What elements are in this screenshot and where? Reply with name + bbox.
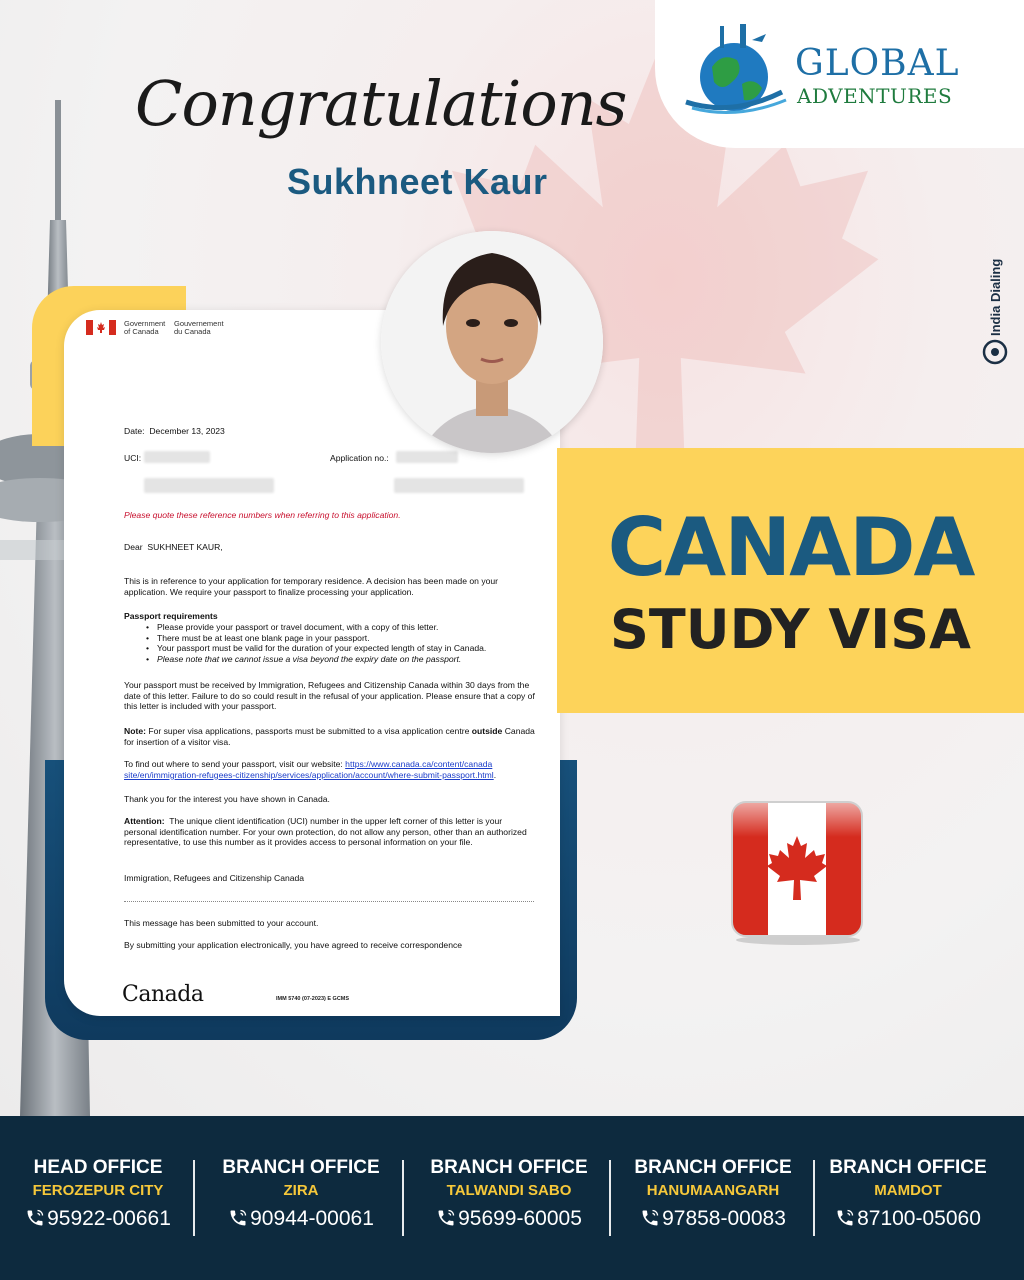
signature-line: Immigration, Refugees and Citizenship Canada bbox=[124, 873, 305, 883]
list-item: • Please provide your passport or travel document, with a copy of this letter. bbox=[124, 622, 544, 633]
reference-redacted-1 bbox=[144, 478, 274, 493]
divider bbox=[124, 901, 534, 902]
office-city: ZIRA bbox=[283, 1182, 319, 1199]
electronic-line: By submitting your application electronically, you have agreed to receive correspondence bbox=[124, 940, 463, 950]
visa-type: STUDY VISA bbox=[610, 598, 971, 661]
office-phone[interactable]: 95922-00661 bbox=[8, 1204, 188, 1234]
application-label: Application no.: bbox=[330, 453, 389, 463]
list-item: • Please note that we cannot issue a visa beyond the expiry date on the passport. bbox=[124, 654, 544, 665]
office-separator bbox=[813, 1160, 815, 1236]
phone-icon bbox=[228, 1208, 248, 1228]
office-branch-zira bbox=[206, 1156, 396, 1234]
visa-title-panel bbox=[557, 448, 1024, 713]
office-branch-hanumaangarh bbox=[618, 1156, 808, 1234]
reference-redacted-2 bbox=[394, 478, 524, 493]
globe-logo-icon bbox=[682, 22, 792, 117]
paragraph-reference: This is in reference to your application for temporary residence. A decision has been made on your application. We require your passport to finalize processing your application. bbox=[124, 576, 499, 597]
office-separator bbox=[402, 1160, 404, 1236]
phone-icon bbox=[436, 1208, 456, 1228]
student-photo bbox=[381, 231, 603, 453]
submitted-line: This message has been submitted to your account. bbox=[124, 918, 319, 928]
office-title: HEAD OFFICE bbox=[33, 1157, 163, 1178]
gov-name-french: Gouvernement du Canada bbox=[174, 319, 224, 336]
paragraph-deadline: Your passport must be received by Immigration, Refugees and Citizenship Canada within 30 days from the date of this letter. Failure to do so could result in the refusal of your application. Please ensure that a copy of this letter is included with your passport. bbox=[124, 680, 535, 712]
form-code: IMM 5740 (07-2023) E GCMS bbox=[276, 996, 350, 1002]
office-separator bbox=[609, 1160, 611, 1236]
gov-name-english: Government of Canada bbox=[124, 319, 166, 336]
office-title: BRANCH OFFICE bbox=[829, 1157, 987, 1178]
office-separator bbox=[193, 1160, 195, 1236]
phone-icon bbox=[835, 1208, 855, 1228]
website-paragraph: To find out where to send your passport, visit our website: https://www.canada.ca/content/canada site/en/immigration-refugees-citizenship/services/application/account/where-submit-passport.html. bbox=[124, 759, 497, 780]
footer-offices bbox=[0, 1116, 1024, 1280]
website-link[interactable]: https://www.canada.ca/content/canada site/en/immigration-refugees-citizenship/services/application/account/where-submit-passport.html bbox=[124, 759, 494, 780]
office-branch-talwandi bbox=[414, 1156, 604, 1234]
note-paragraph: Note: For super visa applications, passports must be submitted to a visa application centre outside Canada for insertion of a visitor visa. bbox=[124, 726, 535, 747]
office-title: BRANCH OFFICE bbox=[430, 1157, 588, 1178]
office-city: HANUMAANGARH bbox=[646, 1182, 780, 1199]
letter-date: Date: December 13, 2023 bbox=[124, 426, 225, 436]
office-city: MAMDOT bbox=[874, 1182, 942, 1199]
list-item: • There must be at least one blank page in your passport. bbox=[124, 633, 544, 644]
visa-country: CANADA bbox=[607, 501, 974, 594]
office-head bbox=[8, 1156, 188, 1234]
logo-name-line1: GLOBAL bbox=[795, 43, 960, 84]
office-phone[interactable]: 97858-00083 bbox=[618, 1204, 808, 1234]
office-phone[interactable]: 87100-05060 bbox=[818, 1204, 998, 1234]
phone-icon bbox=[25, 1208, 45, 1228]
attention-paragraph: Attention: The unique client identification (UCI) number in the upper left corner of this letter is your personal identification number. For your own protection, do not allow any person, other than an authorized representative, to use this number as it provides access to personal information on your file. bbox=[124, 816, 527, 848]
passport-requirements-list bbox=[124, 622, 544, 664]
thanks-line: Thank you for the interest you have shown in Canada. bbox=[124, 794, 330, 804]
office-title: BRANCH OFFICE bbox=[222, 1157, 380, 1178]
phone-icon bbox=[640, 1208, 660, 1228]
office-title: BRANCH OFFICE bbox=[634, 1157, 792, 1178]
office-city: TALWANDI SABO bbox=[446, 1182, 572, 1199]
canada-flag-small-icon bbox=[86, 320, 116, 335]
list-item: • Your passport must be valid for the duration of your expected length of stay in Canada. bbox=[124, 643, 544, 654]
canada-flag-icon bbox=[730, 800, 866, 946]
passport-heading: Passport requirements bbox=[124, 611, 218, 621]
quote-notice: Please quote these reference numbers when referring to this application. bbox=[124, 510, 401, 520]
congratulations-script: Congratulations bbox=[135, 67, 627, 140]
office-phone[interactable]: 95699-60005 bbox=[414, 1204, 604, 1234]
dear-line: Dear SUKHNEET KAUR, bbox=[124, 542, 223, 552]
india-dialing-text: India Dialing bbox=[988, 258, 1003, 336]
student-name: Sukhneet Kaur bbox=[287, 161, 548, 202]
canada-wordmark: Canada bbox=[122, 982, 204, 1007]
logo-name-line2: ADVENTURES bbox=[797, 84, 953, 108]
application-redacted bbox=[396, 451, 458, 463]
india-dialing-watermark bbox=[980, 246, 1010, 368]
office-city: FEROZEPUR CITY bbox=[32, 1182, 164, 1199]
uci-label: UCI: bbox=[124, 453, 142, 463]
uci-redacted bbox=[144, 451, 210, 463]
student-portrait-illustration bbox=[381, 231, 603, 453]
office-branch-mamdot bbox=[818, 1156, 998, 1234]
office-phone[interactable]: 90944-00061 bbox=[206, 1204, 396, 1234]
